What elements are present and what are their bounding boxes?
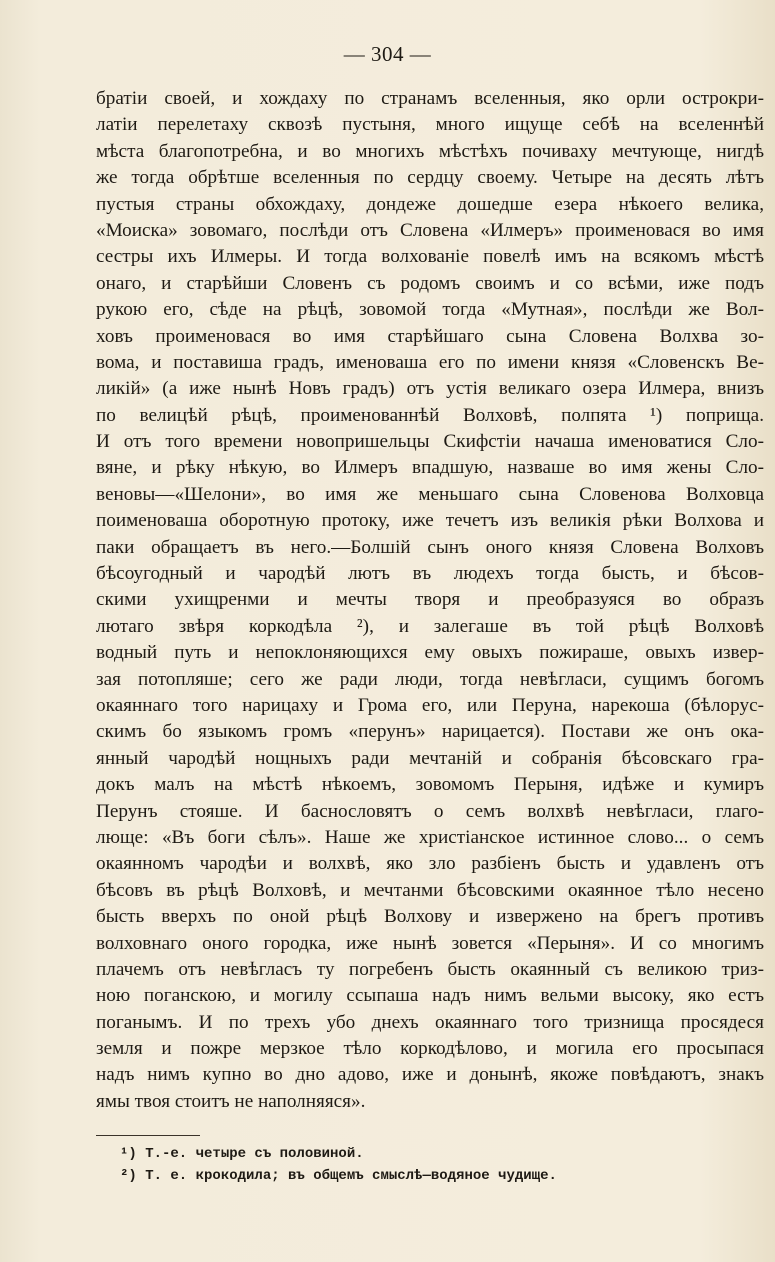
- text-line: же тогда обрѣтше вселенныя по сердцу своему. Четыре на десять лѣтъ: [96, 167, 764, 189]
- text-line: поганымъ. И по трехъ убо днехъ окаяннаго того тризнища просядеся: [96, 1011, 764, 1033]
- text-line: скимъ бо языкомъ громъ «перунъ» нарицается). Постави же онъ ока-: [96, 721, 764, 743]
- text-line: по велицѣй рѣцѣ, проименованнѣй Волховѣ, полпята ¹) поприща.: [96, 404, 764, 426]
- text-line: поименоваша оборотную протоку, иже течетъ изъ великія рѣки Волхова и: [96, 510, 764, 532]
- text-line: паки обращаетъ въ него.—Болшій сынъ оного князя Словена Волховъ: [96, 536, 764, 558]
- text-line: надъ нимъ купно во дно адово, иже и донынѣ, якоже повѣдаютъ, знакъ: [96, 1064, 764, 1086]
- main-text: [96, 86, 764, 1115]
- text-line: люще: «Въ боги сѣлъ». Наше же христіанское истинное слово... о семъ: [96, 826, 764, 848]
- text-line: докъ малъ на мѣстѣ нѣкоемъ, зовомомъ Перыня, идѣже и кумиръ: [96, 774, 764, 796]
- text-line: бѣсоугодный и чародѣй лютъ въ людехъ тогда бысть, и бѣсов-: [96, 563, 764, 585]
- footnotes: [120, 1143, 740, 1187]
- text-line: И отъ того времени новопришельцы Скифстіи начаша именоватися Сло-: [96, 431, 764, 453]
- text-line: сестры ихъ Илмеры. И тогда волхованіе повелѣ имъ на всякомъ мѣстѣ: [96, 246, 764, 268]
- text-line: янный чародѣй нощныхъ ради мечтаній и собранія бѣсовскаго гра-: [96, 747, 764, 769]
- text-line: зая потопляше; сего же ради люди, тогда невѣгласи, сущимъ богомъ: [96, 668, 764, 690]
- text-line: пустыя страны обхождаху, дондеже дошедше езера нѣкоего велика,: [96, 193, 764, 215]
- text-line: вома, и поставиша градъ, именоваша его по имени князя «Словенскъ Ве-: [96, 351, 764, 373]
- text-line: латіи перелетаху сквозѣ пустыня, много ищуще себѣ на вселеннѣй: [96, 114, 764, 136]
- text-line: Перунъ стояше. И баснословятъ о семъ волхвѣ невѣгласи, глаго-: [96, 800, 764, 822]
- text-line: онаго, и старѣйши Словенъ съ родомъ своимъ и со всѣми, иже подъ: [96, 272, 764, 294]
- text-line: плачемъ отъ невѣгласъ ту погребенъ бысть окаянный съ великою триз-: [96, 958, 764, 980]
- text-line: лютаго звѣря коркодѣла ²), и залегаше въ той рѣцѣ Волховѣ: [96, 615, 764, 637]
- text-line: скими ухищренми и мечты творя и преобразуяся во образъ: [96, 589, 764, 611]
- text-line: окаяннаго того нарицаху и Грома его, или Перуна, нарекоша (бѣлорус-: [96, 694, 764, 716]
- text-line: мѣста благопотребна, и во многихъ мѣстѣхъ почиваху мечтующе, нигдѣ: [96, 140, 764, 162]
- footnote-2: ²) Т. е. крокодила; въ общемъ смыслѣ—водяное чудище.: [120, 1168, 557, 1184]
- footnote-divider: [96, 1135, 200, 1136]
- text-line: бысть вверхъ по оной рѣцѣ Волхову и извержено на брегъ противъ: [96, 906, 764, 928]
- text-line: окаянномъ чародѣи и волхвѣ, яко зло разбіенъ бысть и удавленъ отъ: [96, 853, 764, 875]
- text-line: волховнаго оного городка, иже нынѣ зовется «Перыня». И со многимъ: [96, 932, 764, 954]
- text-line: водный путь и непоклоняющихся ему овыхъ пожираше, овыхъ извер-: [96, 642, 764, 664]
- text-line: ямы твоя стоитъ не наполняяся».: [96, 1090, 366, 1112]
- text-line: «Моиска» зовомаго, послѣди отъ Словена «Илмеръ» проименовася во имя: [96, 219, 764, 241]
- text-line: земля и пожре мерзкое тѣло коркодѣлово, и могила его просыпася: [96, 1038, 764, 1060]
- page-number: — 304 —: [343, 42, 432, 66]
- text-line: ною поганскою, и могилу ссыпаша надъ нимъ вельми высоку, яко естъ: [96, 985, 764, 1007]
- text-line: ховъ проименовася во имя старѣйшаго сына Словена Волхва зо-: [96, 325, 764, 347]
- text-line: бѣсовъ въ рѣцѣ Волховѣ, и мечтанми бѣсовскими окаянное тѣло несено: [96, 879, 764, 901]
- text-line: веновы—«Шелони», во имя же меньшаго сына Словенова Волховца: [96, 483, 764, 505]
- text-line: ликій» (а иже нынѣ Новъ градъ) отъ устія великаго озера Илмера, внизъ: [96, 378, 764, 400]
- text-line: вяне, и рѣку нѣкую, во Илмеръ впадшую, назваше во имя жены Сло-: [96, 457, 764, 479]
- text-line: рукою его, сѣде на рѣцѣ, зовомой тогда «Мутная», послѣди же Вол-: [96, 299, 764, 321]
- footnote-1: ¹) Т.-е. четыре съ половиной.: [120, 1146, 364, 1162]
- text-line: братіи своей, и хождаху по странамъ вселенныя, яко орли острокри-: [96, 88, 764, 109]
